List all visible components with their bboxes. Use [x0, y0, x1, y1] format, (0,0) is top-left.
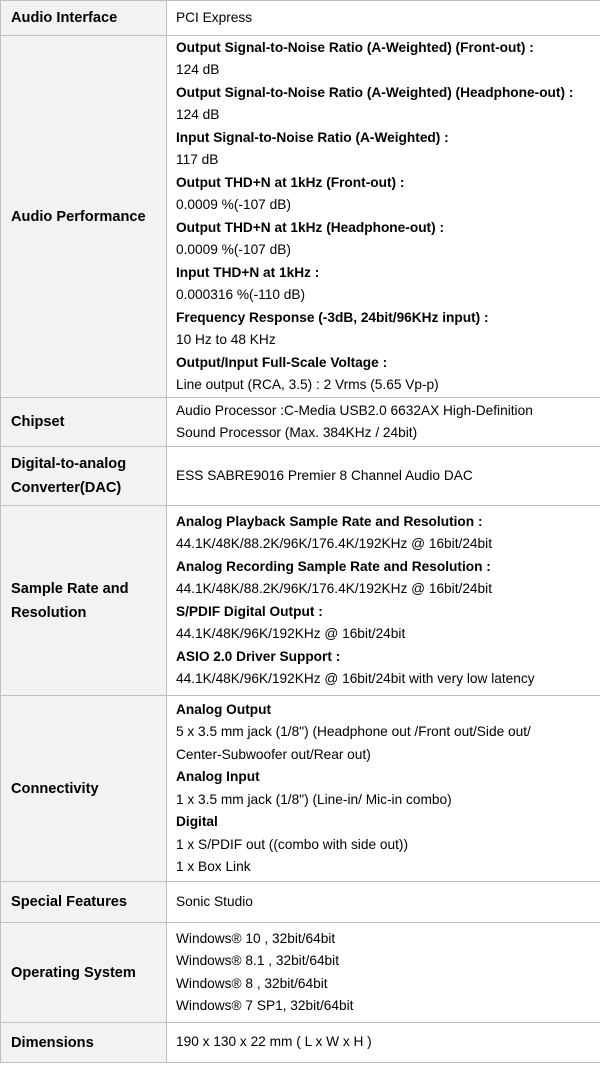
spec-row-audio-performance — [1, 36, 600, 398]
spec-value-line: 10 Hz to 48 KHz — [176, 332, 276, 347]
spec-value-heading: Analog Input — [176, 769, 260, 784]
spec-value-heading: S/PDIF Digital Output : — [176, 603, 323, 619]
spec-value-line: 1 x Box Link — [176, 859, 251, 874]
spec-value-line: Sound Processor (Max. 384KHz / 24bit) — [176, 425, 418, 440]
spec-row-sample-rate — [1, 506, 600, 696]
spec-value-line: 1 x S/PDIF out ((combo with side out)) — [176, 836, 409, 852]
spec-value — [167, 506, 600, 696]
spec-value — [167, 696, 600, 882]
spec-value-heading: Analog Playback Sample Rate and Resolution : — [176, 513, 483, 529]
spec-row-audio-interface — [1, 1, 600, 36]
spec-label: Operating System — [1, 923, 167, 1023]
spec-value-heading: Input Signal-to-Noise Ratio (A-Weighted) : — [176, 129, 449, 145]
spec-value-line: Center-Subwoofer out/Rear out) — [176, 746, 371, 762]
spec-label: Digital-to-analog Converter(DAC) — [1, 447, 167, 506]
spec-value-line: 190 x 130 x 22 mm ( L x W x H ) — [176, 1034, 372, 1050]
spec-row-dimensions — [1, 1023, 600, 1063]
spec-value-line: 0.000316 %(-110 dB) — [176, 287, 306, 302]
spec-label: Chipset — [1, 398, 167, 447]
spec-value-line: 117 dB — [176, 152, 219, 167]
spec-value-line: 44.1K/48K/96K/192KHz @ 16bit/24bit — [176, 626, 406, 641]
spec-value-heading: Analog Output — [176, 701, 272, 717]
spec-value — [167, 882, 600, 923]
spec-value-line: 124 dB — [176, 62, 220, 77]
spec-value-heading: Output Signal-to-Noise Ratio (A-Weighted) (Front-out) : — [176, 39, 534, 55]
spec-value-line: 44.1K/48K/88.2K/96K/176.4K/192KHz @ 16bit/24bit — [176, 581, 493, 596]
spec-value — [167, 398, 600, 447]
spec-value-line: 0.0009 %(-107 dB) — [176, 242, 291, 257]
spec-value — [167, 447, 600, 506]
spec-value-heading: Output THD+N at 1kHz (Headphone-out) : — [176, 219, 445, 235]
spec-value-heading: Analog Recording Sample Rate and Resolution : — [176, 558, 491, 574]
spec-row-chipset — [1, 398, 600, 447]
spec-label: Audio Interface — [1, 1, 167, 36]
spec-value-line: 44.1K/48K/88.2K/96K/176.4K/192KHz @ 16bit/24bit — [176, 536, 493, 551]
spec-label: Special Features — [1, 882, 167, 923]
spec-value-line: Sonic Studio — [176, 893, 253, 909]
spec-value-heading: ASIO 2.0 Driver Support : — [176, 648, 341, 664]
spec-row-connectivity — [1, 696, 600, 882]
spec-value-heading: Output THD+N at 1kHz (Front-out) : — [176, 174, 405, 190]
spec-value — [167, 923, 600, 1023]
spec-row-special-features — [1, 882, 600, 923]
spec-value-line: Line output (RCA, 3.5) : 2 Vrms (5.65 Vp-p) — [176, 377, 439, 392]
spec-value-heading: Frequency Response (-3dB, 24bit/96KHz input) : — [176, 309, 489, 325]
spec-value-line: 0.0009 %(-107 dB) — [176, 197, 291, 212]
spec-value-line: 44.1K/48K/96K/192KHz @ 16bit/24bit with very low latency — [176, 671, 535, 686]
spec-value-line: ESS SABRE9016 Premier 8 Channel Audio DAC — [176, 467, 473, 483]
spec-row-operating-system — [1, 923, 600, 1023]
spec-value-heading: Output Signal-to-Noise Ratio (A-Weighted) (Headphone-out) : — [176, 84, 574, 100]
spec-label: Connectivity — [1, 696, 167, 882]
spec-row-dac — [1, 447, 600, 506]
spec-label: Dimensions — [1, 1023, 167, 1063]
spec-value-line: 124 dB — [176, 107, 220, 122]
spec-value-line: PCI Express — [176, 9, 253, 25]
spec-value — [167, 1, 600, 36]
spec-value-heading: Output/Input Full-Scale Voltage : — [176, 354, 388, 370]
spec-value-line: Windows® 10 , 32bit/64bit — [176, 930, 336, 946]
spec-value-heading: Digital — [176, 814, 218, 829]
spec-value-line: Windows® 8 , 32bit/64bit — [176, 975, 328, 991]
spec-value-line: Windows® 7 SP1, 32bit/64bit — [176, 998, 354, 1013]
spec-value — [167, 1023, 600, 1063]
spec-label: Sample Rate and Resolution — [1, 506, 167, 696]
spec-value-line: 1 x 3.5 mm jack (1/8") (Line-in/ Mic-in combo) — [176, 791, 452, 807]
spec-value-line: Audio Processor :C-Media USB2.0 6632AX High-Definition — [176, 402, 533, 418]
spec-value-line: Windows® 8.1 , 32bit/64bit — [176, 953, 340, 968]
spec-value-line: 5 x 3.5 mm jack (1/8") (Headphone out /Front out/Side out/ — [176, 724, 531, 739]
spec-value — [167, 36, 600, 398]
spec-label: Audio Performance — [1, 36, 167, 398]
spec-value-heading: Input THD+N at 1kHz : — [176, 264, 320, 280]
